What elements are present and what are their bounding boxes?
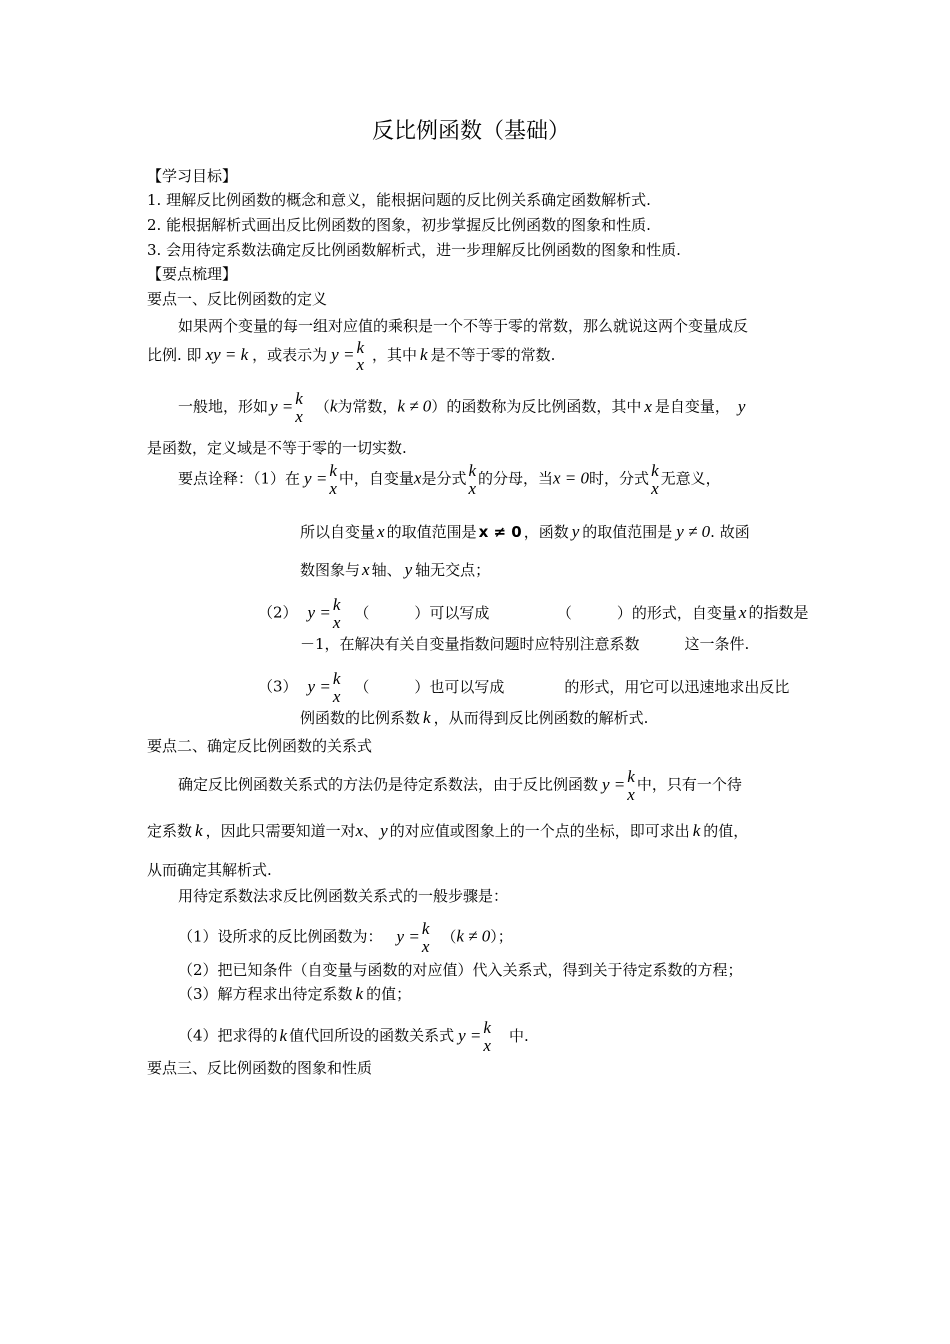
note-line: 例函数的比例系数 k ，从而得到反比例函数的解析式. [300, 708, 649, 727]
paragraph-line: 用待定系数法求反比例函数关系式的一般步骤是： [178, 887, 509, 905]
paragraph-line: 一般地，形如 y = k x （k为常数，k ≠ 0）的函数称为反比例函数，其中 x 是自变量， y [178, 389, 746, 426]
fraction-k-over-x: k x [651, 461, 659, 498]
note-line: 数图象与 x 轴、 y 轴无交点； [300, 560, 491, 579]
paragraph-line: 比例. 即 xy = k ，或表示为 y = k x ，其中 k 是不等于零的常数. [147, 338, 556, 374]
fraction-k-over-x: k x [332, 669, 341, 706]
step-line: （1）设所求的反比例函数为： y = k x （k ≠ 0）； [178, 919, 513, 956]
note-line: －1，在解决有关自变量指数问题时应特别注意系数 这一条件. [300, 635, 750, 653]
math-xy-eq-k: xy = k [205, 345, 249, 364]
paragraph-line: 从而确定其解析式. [147, 861, 272, 879]
paragraph-line: 确定反比例函数关系式的方法仍是待定系数法，由于反比例函数 y = k x 中，只有一个待 [178, 767, 742, 804]
section-heading-goals: 【学习目标】 [147, 167, 238, 185]
note-line: 所以自变量 x 的取值范围是 x ≠ 0 ，函数 y 的取值范围是 y ≠ 0. 故函 [300, 522, 750, 541]
note-line: （2） y = k x （ ）可以写成 （ ）的形式，自变量 x 的指数是 [258, 595, 809, 632]
fraction-k-over-x: k x [356, 338, 364, 374]
note-line: 要点诠释：（1）在 y = k x 中，自变量x是分式 k x 的分母，当x = 0时，分式 k x 无意义， [178, 461, 721, 498]
paragraph-line: 是函数，定义域是不等于零的一切实数. [147, 439, 407, 457]
paragraph-line: 如果两个变量的每一组对应值的乘积是一个不等于零的常数，那么就说这两个变量成反 [178, 317, 749, 335]
point-two-heading: 要点二、确定反比例函数的关系式 [147, 737, 373, 755]
point-one-heading: 要点一、反比例函数的定义 [147, 290, 328, 308]
section-heading-points: 【要点梳理】 [147, 265, 238, 283]
fraction-k-over-x: k x [295, 389, 303, 426]
goal-item: 3. 会用待定系数法确定反比例函数解析式，进一步理解反比例函数的图象和性质. [147, 241, 681, 259]
paragraph-line: 定系数 k ，因此只需要知道一对x、 y 的对应值或图象上的一个点的坐标，即可求出 k 的值， [147, 821, 749, 840]
step-line: （4）把求得的 k 值代回所设的函数关系式 y = k x 中. [178, 1018, 529, 1055]
step-line: （3）解方程求出待定系数 k 的值； [178, 984, 412, 1003]
fraction-k-over-x: k x [468, 461, 476, 498]
fraction-k-over-x: k x [627, 767, 635, 804]
fraction-k-over-x: k x [421, 919, 430, 956]
step-line: （2）把已知条件（自变量与函数的对应值）代入关系式，得到关于待定系数的方程； [178, 961, 743, 979]
goal-item: 1. 理解反比例函数的概念和意义，能根据问题的反比例关系确定函数解析式. [147, 191, 651, 209]
fraction-k-over-x: k x [332, 595, 341, 632]
note-line: （3） y = k x （ ）也可以写成 的形式，用它可以迅速地求出反比 [258, 669, 790, 706]
goal-item: 2. 能根据解析式画出反比例函数的图象，初步掌握反比例函数的图象和性质. [147, 216, 651, 234]
fraction-k-over-x: k x [483, 1018, 491, 1055]
fraction-k-over-x: k x [329, 461, 337, 498]
point-three-heading: 要点三、反比例函数的图象和性质 [147, 1059, 373, 1077]
page-title: 反比例函数（基础） [372, 119, 571, 144]
